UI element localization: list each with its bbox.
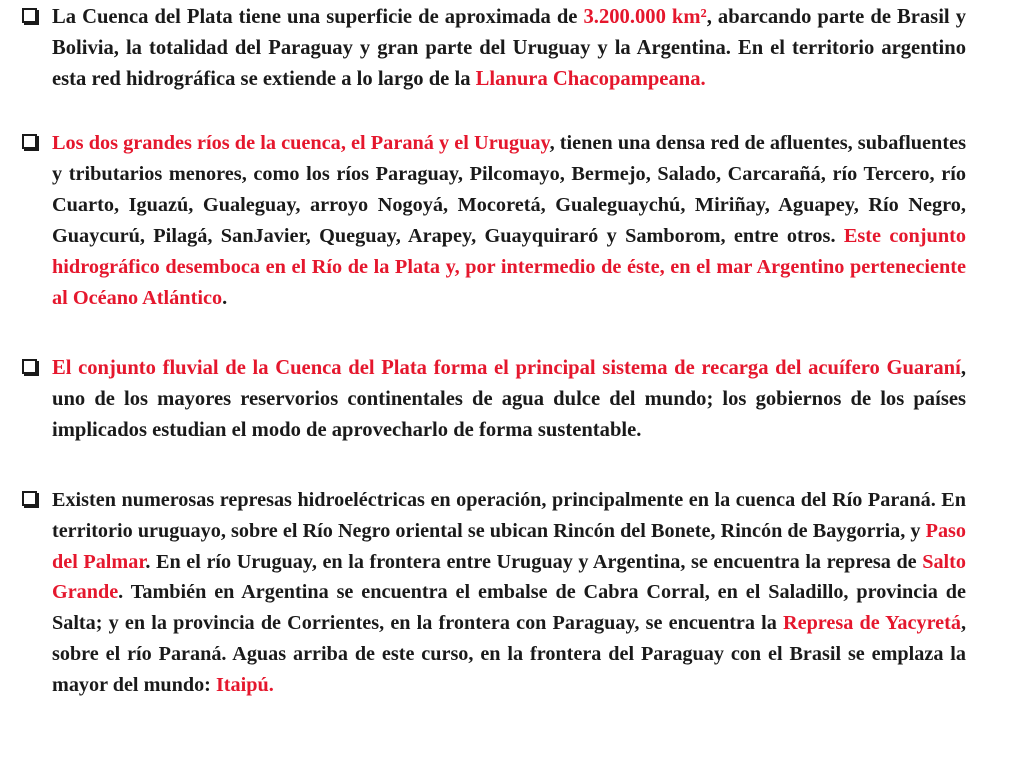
text-segment: Existen numerosas represas hidroeléctricas en operación, principalmente en la cuenca del Río Paraná. En territorio uruguayo, sobre el Río Negro oriental se ubican Rincón del Bonete, Rincón de Baygorria, y [52, 489, 966, 542]
highlight-acuifero-guarani: El conjunto fluvial de la Cuenca del Plata forma el principal sistema de recarga del acuífero Guaraní [52, 357, 961, 379]
text-segment: . También en Argentina se encuentra el embalse de Cabra Corral, en el Saladillo, provincia de Salta; y en la provincia de Corrientes, en la frontera con Paraguay, se encuentra la [52, 581, 966, 635]
text-segment: . [222, 287, 228, 309]
text-segment: , tienen una densa red de afluentes, subafluentes y tributarios menores, como los ríos Paraguay, Pilcomayo, Bermejo, Salado, Carcarañá, río Tercero, río Cuarto, Iguazú, Gualeguay, arroyo Nogoyá, Mocoretá, Gualeguaychú, Miriñay, Aguapey, Río Negro, Guaycurú, Pilagá, SanJavier, Queguay, Arapey, Guayquiraró y Samborom, entre otros. [52, 132, 966, 247]
highlight-llanura: Llanura Chacopampeana. [475, 68, 706, 90]
highlight-parana-uruguay: Los dos grandes ríos de la cuenca, el Paraná y el Uruguay [52, 132, 550, 154]
hollow-square-bullet-icon [22, 491, 37, 506]
paragraph-text [52, 128, 966, 314]
highlight-desemboca: Este conjunto hidrográfico desemboca en el Río de la Plata y, por intermedio de éste, en el mar Argentino perteneciente al Océano Atlántico [52, 225, 966, 309]
text-segment: , uno de los mayores reservorios continentales de agua dulce del mundo; los gobiernos de los países implicados estudian el modo de aprovecharlo de forma sustentable. [52, 357, 966, 441]
text-segment: . En el río Uruguay, en la frontera entre Uruguay y Argentina, se encuentra la represa de [145, 550, 923, 573]
hollow-square-bullet-icon [22, 8, 37, 23]
text-segment: , abarcando parte de Brasil y Bolivia, la totalidad del Paraguay y gran parte del Uruguay y la Argentina. En el territorio argentino esta red hidrográfica se extiende a lo largo de la [52, 6, 966, 90]
highlight-itaipu: Itaipú. [215, 673, 274, 696]
paragraph-text [52, 2, 966, 95]
paragraph-text [52, 353, 966, 446]
paragraph-grandes-rios [22, 128, 966, 314]
hollow-square-bullet-icon [22, 134, 37, 149]
paragraph-text [52, 485, 966, 701]
paragraph-acuifero [22, 353, 966, 446]
highlight-salto-grande: Salto Grande [52, 550, 966, 604]
highlight-yacyreta: Represa de Yacyretá [783, 612, 961, 635]
hollow-square-bullet-icon [22, 359, 37, 374]
paragraph-represas [22, 485, 966, 701]
paragraph-cuenca-superficie [22, 2, 966, 95]
text-segment: La Cuenca del Plata tiene una superficie de aproximada de [52, 6, 584, 28]
highlight-area-value: 3.200.000 km² [583, 6, 707, 28]
highlight-paso-del-palmar: Paso del Palmar [52, 519, 966, 573]
text-segment: , sobre el río Paraná. Aguas arriba de este curso, en la frontera del Paraguay con el Brasil se emplaza la mayor del mundo: [52, 612, 966, 696]
